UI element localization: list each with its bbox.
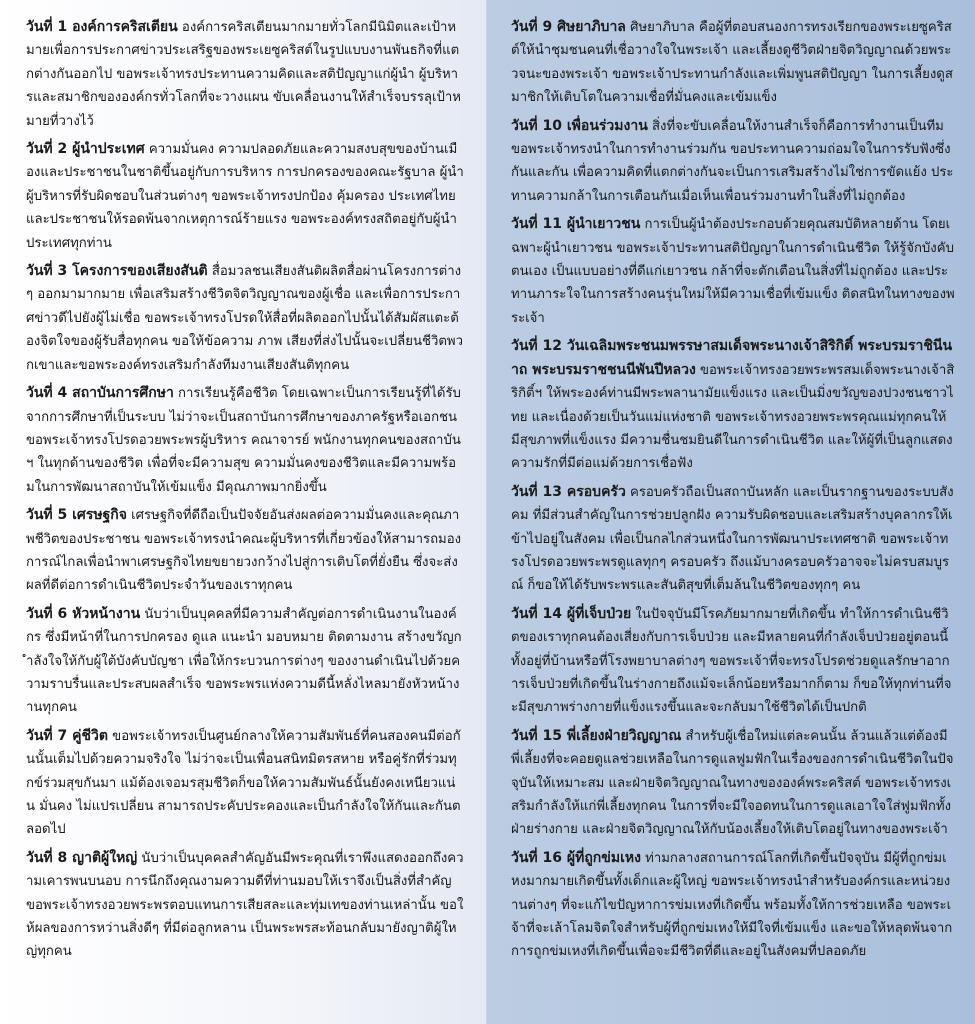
entry-heading: วันที่ 16 ผู้ที่ถูกข่มเหง [511, 849, 641, 866]
entry-heading: วันที่ 9 ศิษยาภิบาล [511, 19, 626, 35]
right-column [487, 0, 975, 1024]
entry-body: ความมั่นคง ความปลอดภัยและความสงบสุขของบ้านเมืองและประชาชนในชาติขึ้นอยู่กับการบริหาร การปกครองของคณะรัฐบาล ผู้นำผู้บริหารที่รับผิดชอบในส่วนต่างๆ ขอพระเจ้าทรงปกป้อง คุ้มครอง ประเทศไทยและประชาชนให้รอดพ้นจากเหตุการณ์ร้ายแรง ขอพระองค์ทรงสถิตอยู่กับผู้นำประเทศทุกท่าน [26, 142, 464, 251]
prayer-entry-day-13 [511, 481, 955, 598]
entry-body: ขอพระเจ้าทรงอวยพระพรสมเด็จพระนางเจ้าสิริกิติ์ฯ ให้พระองค์ท่านมีพระพลานามัยแข็งแรง และเป็นมิ่งขวัญของปวงชนชาวไทย และเนื่องด้วยเป็นวันแม่แห่งชาติ ขอพระเจ้าทรงอวยพระพรคุณแม่ทุกคนให้มีสุขภาพที่แข็งแรง มีความชื่นชมยินดีในการดำเนินชีวิต และให้ผู้ที่เป็นลูกแสดงความรักที่มีต่อแม่ด้วยการเชื่อฟัง [511, 362, 955, 472]
entry-heading: วันที่ 11 ผู้นำเยาวชน [511, 216, 641, 233]
prayer-entry-day-2 [26, 138, 464, 255]
entry-body: ในปัจจุบันมีโรคภัยมากมายที่เกิดขึ้น ทำให้การดำเนินชีวิตของเราทุกคนต้องเสี่ยงกับการเจ็บป่วย และมีหลายคนที่กำลังเจ็บป่วยอยู่ตอนนี้ ทั้งอยู่ที่บ้านหรือที่โรงพยาบาลต่างๆ ขอพระเจ้าที่จะทรงโปรดช่วยดูแลรักษาอาการเจ็บป่วยที่เกิดขึ้นในร่างกายถึงแม้จะเล็กน้อยหรือมากก็ตาม ก็ขอให้ทุกท่านที่จะมีสุขภาพร่างกายที่แข็งแรงขึ้นและจะกลับมาใช้ชีวิตได้เป็นปกติ [511, 606, 952, 716]
entry-body: ศิษยาภิบาล คือผู้ที่ตอบสนองการทรงเรียกของพระเยซูคริสต์ให้นำชุมชนคนที่เชื่อวางใจในพระเจ้า และเลี้ยงดูชีวิตฝ่ายจิตวิญญาณด้วยพระวจนะของพระเจ้า ขอพระเจ้าประทานกำลังและเพิ่มพูนสติปัญญา ในการเลี้ยงดูสมาชิกให้เติบโตในความเชื่อที่มั่นคงและเข้มแข็ง [511, 20, 953, 106]
entry-body: นับว่าเป็นบุคคลสำคัญอันมีพระคุณที่เราพึงแสดงออกถึงความเคารพนบนอบ การนึกถึงคุณงามความดีที่ท่านมอบให้เราจึงเป็นสิ่งที่สำคัญ ขอพระเจ้าทรงอวยพระพรตอบแทนการเสียสละและทุ่มเทของท่านเหล่านั้น ขอให้ผลของการหว่านสิ่งดีๆ ที่มีต่อลูกหลาน เป็นพระพรสะท้อนกลับมายังญาติผู้ใหญ่ทุกคน [26, 850, 464, 960]
entry-body: สิ่งที่จะขับเคลื่อนให้งานสำเร็จก็คือการทำงานเป็นทีม ขอพระเจ้าทรงนำในการทำงานร่วมกัน ขอประทานความถ่อมใจในการรับฟังซึ่งกันและกัน เพื่อความคิดที่แตกต่างกันจะเป็นการเสริมสร้างไม่ใช่การขัดแย้ง ประทานความกล้าในการเตือนกันเมื่อเห็นเพื่อนร่วมงานทำในสิ่งที่ไม่ถูกต้อง [511, 118, 954, 204]
entry-body: สำหรับผู้เชื่อใหม่แต่ละคนนั้น ล้วนแล้วแต่ต้องมีพี่เลี้ยงที่จะคอยดูแลช่วยเหลือในการดูแลฟูมฟักในเรื่องของการดำเนินชีวิตในปัจจุบันให้เหมาะสม และฝ่ายจิตวิญญาณในทางขององค์พระคริสต์ ขอพระเจ้าทรงเสริมกำลังให้แก่พี่เลี้ยงทุกคน ในการที่จะมีใจอดทนในการดูแลเอาใจใส่ฟูมฟักทั้งฝ่ายร่างกาย และฝ่ายจิตวิญญาณให้กับน้องเลี้ยงให้เติบโตอยู่ในทางของพระเจ้า [511, 728, 954, 838]
prayer-entry-day-5 [26, 504, 464, 598]
prayer-entry-day-14 [511, 603, 955, 720]
entry-heading: วันที่ 10 เพื่อนร่วมงาน [511, 117, 648, 134]
prayer-entry-day-7 [26, 725, 464, 842]
prayer-entry-day-16 [511, 847, 955, 964]
prayer-entry-day-9 [511, 16, 955, 110]
prayer-entry-day-4 [26, 382, 464, 499]
entry-heading: วันที่ 2 ผู้นำประเทศ [26, 141, 145, 158]
entry-heading: วันที่ 6 หัวหน้างาน [26, 605, 141, 622]
prayer-entry-day-3 [26, 260, 464, 377]
prayer-entry-day-15 [511, 725, 955, 842]
prayer-entry-day-1 [26, 16, 464, 133]
entry-body: สื่อมวลชนเสียงสันติผลิตสื่อผ่านโครงการต่างๆ ออกมามากมาย เพื่อเสริมสร้างชีวิตจิตวิญญาณของผู้เชื่อ และเพื่อการประกาศข่าวดีไปยังผู้ไม่เชื่อ ขอพระเจ้าทรงโปรดให้สื่อที่ผลิตออกไปนั้นได้สัมผัสแตะต้องจิตใจของผู้รับสื่อทุกคน ขอให้ข้อความ ภาพ เสียงที่ส่งไปนั้นจะเปลี่ยนชีวิตพวกเขาและขอพระองค์ทรงเสริมกำลังทีมงานเสียงสันติทุกคน [26, 264, 464, 373]
entry-body: การเป็นผู้นำต้องประกอบด้วยคุณสมบัติหลายด้าน โดยเฉพาะผู้นำเยาวชน ขอพระเจ้าประทานสติปัญญาในการดำเนินชีวิต ให้รู้จักบังคับตนเอง เป็นแบบอย่างที่ดีแก่เยาวชน กล้าที่จะตักเตือนในสิ่งที่ไม่ถูกต้อง และประทานภาระใจในการสร้างคนรุ่นใหม่ให้มีความเชื่อที่เข้มแข็ง ติดสนิทในทางของพระเจ้า [511, 217, 955, 326]
entry-heading: วันที่ 15 พี่เลี้ยงฝ่ายวิญญาณ [511, 727, 682, 744]
entry-heading: วันที่ 1 องค์การคริสเตียน [26, 19, 178, 35]
prayer-entry-day-10 [511, 115, 955, 209]
entry-body: การเรียนรู้คือชีวิต โดยเฉพาะเป็นการเรียนรู้ที่ได้รับจากการศึกษาที่เป็นระบบ ไม่ว่าจะเป็นสถาบันการศึกษาของภาครัฐหรือเอกชน ขอพระเจ้าทรงโปรดอวยพระพรผู้บริหาร คณาจารย์ พนักงานทุกคนของสถาบันฯ ในทุกด้านของชีวิต เพื่อที่จะมีความสุข ความมั่นคงของชีวิตและมีความพร้อมในการพัฒนาสถาบันให้เข้มแข็ง มีคุณภาพมากยิ่งขึ้น [26, 386, 461, 495]
entry-heading: วันที่ 14 ผู้ที่เจ็บป่วย [511, 605, 632, 622]
entry-heading: วันที่ 13 ครอบครัว [511, 483, 626, 500]
entry-heading: วันที่ 4 สถาบันการศึกษา [26, 385, 174, 402]
prayer-entry-day-11 [511, 213, 955, 330]
entry-heading: วันที่ 8 ญาติผู้ใหญ่ [26, 849, 138, 866]
prayer-entry-day-6 [26, 603, 464, 720]
entry-body: นับว่าเป็นบุคคลที่มีความสำคัญต่อการดำเนินงานในองค์กร ซึ่งมีหน้าที่ในการปกครอง ดูแล แนะนำ มอบหมาย ติดตามงาน สร้างขวัญกำลังใจให้กับผู้ใต้บังคับบัญชา เพื่อให้กระบวนการต่างๆ ของงานดำเนินไปด้วยความราบรื่นและประสบผลสำเร็จ ขอพระพรแห่งความดีนี้หลั่งไหลมายังหัวหน้างานทุกคน [26, 606, 462, 716]
left-column [0, 0, 487, 1024]
entry-heading: วันที่ 12 วันเฉลิมพระชนมพรรษาสมเด็จพระนางเจ้าสิริกิติ์ พระบรมราชินีนาถ พระบรมราชชนนีพันปีหลวง [511, 338, 953, 378]
entry-heading: วันที่ 7 คู่ชีวิต [26, 727, 108, 744]
entry-body: ขอพระเจ้าทรงเป็นศูนย์กลางให้ความสัมพันธ์ที่คนสองคนมีต่อกันนั้นเต็มไปด้วยความจริงใจ ไม่ว่าจะเป็นเพื่อนสนิทมิตรสหาย หรือคู่รักที่ร่วมทุกข์ร่วมสุขกันมา แม้ต้องเจอมรสุมชีวิตก็ขอให้ความสัมพันธ์นั้นยังคงเหนียวแน่น มั่นคง ไม่แปรเปลี่ยน สามารถประคับประคองและเป็นกำลังใจให้กันและกันตลอดไป [26, 728, 461, 838]
prayer-entry-day-8 [26, 847, 464, 964]
entry-body: องค์การคริสเตียนมากมายทั่วโลกมีนิมิตและเป้าหมายเพื่อการประกาศข่าวประเสริฐของพระเยซูคริสต์ในรูปแบบงานพันธกิจที่แตกต่างกันออกไป ขอพระเจ้าทรงประทานความคิดและสติปัญญาแก่ผู้นำ ผู้บริหารและสมาชิกขององค์กรทั่วโลกที่จะวางแผน ขับเคลื่อนงานให้สำเร็จบรรลุเป้าหมายที่วางไว้ [26, 20, 461, 129]
entry-heading: วันที่ 5 เศรษฐกิจ [26, 507, 127, 524]
entry-body: ครอบครัวถือเป็นสถาบันหลัก และเป็นรากฐานของระบบสังคม ที่มีส่วนสำคัญในการช่วยปลูกฝัง ความรับผิดชอบและเสริมสร้างบุคลากรให้เข้าไปอยู่ในสังคม เพื่อเป็นกลไกส่วนหนึ่งในการพัฒนาประเทศชาติ ขอพระเจ้าทรงโปรดอวยพระพรดูแลทุกๆ ครอบครัว ถึงแม้บางครอบครัวอาจจะไม่ครบสมบูรณ์ ก็ขอให้ได้รับพระพรและสันติสุขที่เต็มล้นในชีวิตของทุกๆ คน [511, 484, 954, 594]
entry-body: เศรษฐกิจที่ดีถือเป็นปัจจัยอันส่งผลต่อความมั่นคงและคุณภาพชีวิตของประชาชน ขอพระเจ้าทรงนำคณะผู้บริหารที่เกี่ยวข้องให้สามารถมองการณ์ไกลเพื่อนำพาเศรษฐกิจไทยขยายวงกว้างไปสู่การเติบโตที่ยั่งยืน ซึ่งจะส่งผลที่ดีต่อการดำเนินชีวิตประจำวันของเราทุกคน [26, 508, 462, 594]
entry-body: ท่ามกลางสถานการณ์โลกที่เกิดขึ้นปัจจุบัน มีผู้ที่ถูกข่มเหงมากมายเกิดขึ้นทั้งเด็กและผู้ใหญ่ ขอพระเจ้าทรงนำสำหรับองค์กรและหน่วยงานต่างๆ ที่จะแก้ไขปัญหาการข่มเหงที่เกิดขึ้น พร้อมทั้งให้การช่วยเหลือ ขอพระเจ้าที่จะเล้าโลมจิตใจสำหรับผู้ที่ถูกข่มเหงให้มีใจที่เข้มแข็ง และขอให้หลุดพ้นจากการถูกข่มเหงที่เกิดขึ้นเพื่อจะมีชีวิตที่ดีและอยู่ในสังคมที่ปลอดภัย [511, 850, 953, 960]
entry-heading: วันที่ 3 โครงการของเสียงสันติ [26, 263, 208, 280]
prayer-entry-day-12 [511, 335, 955, 475]
